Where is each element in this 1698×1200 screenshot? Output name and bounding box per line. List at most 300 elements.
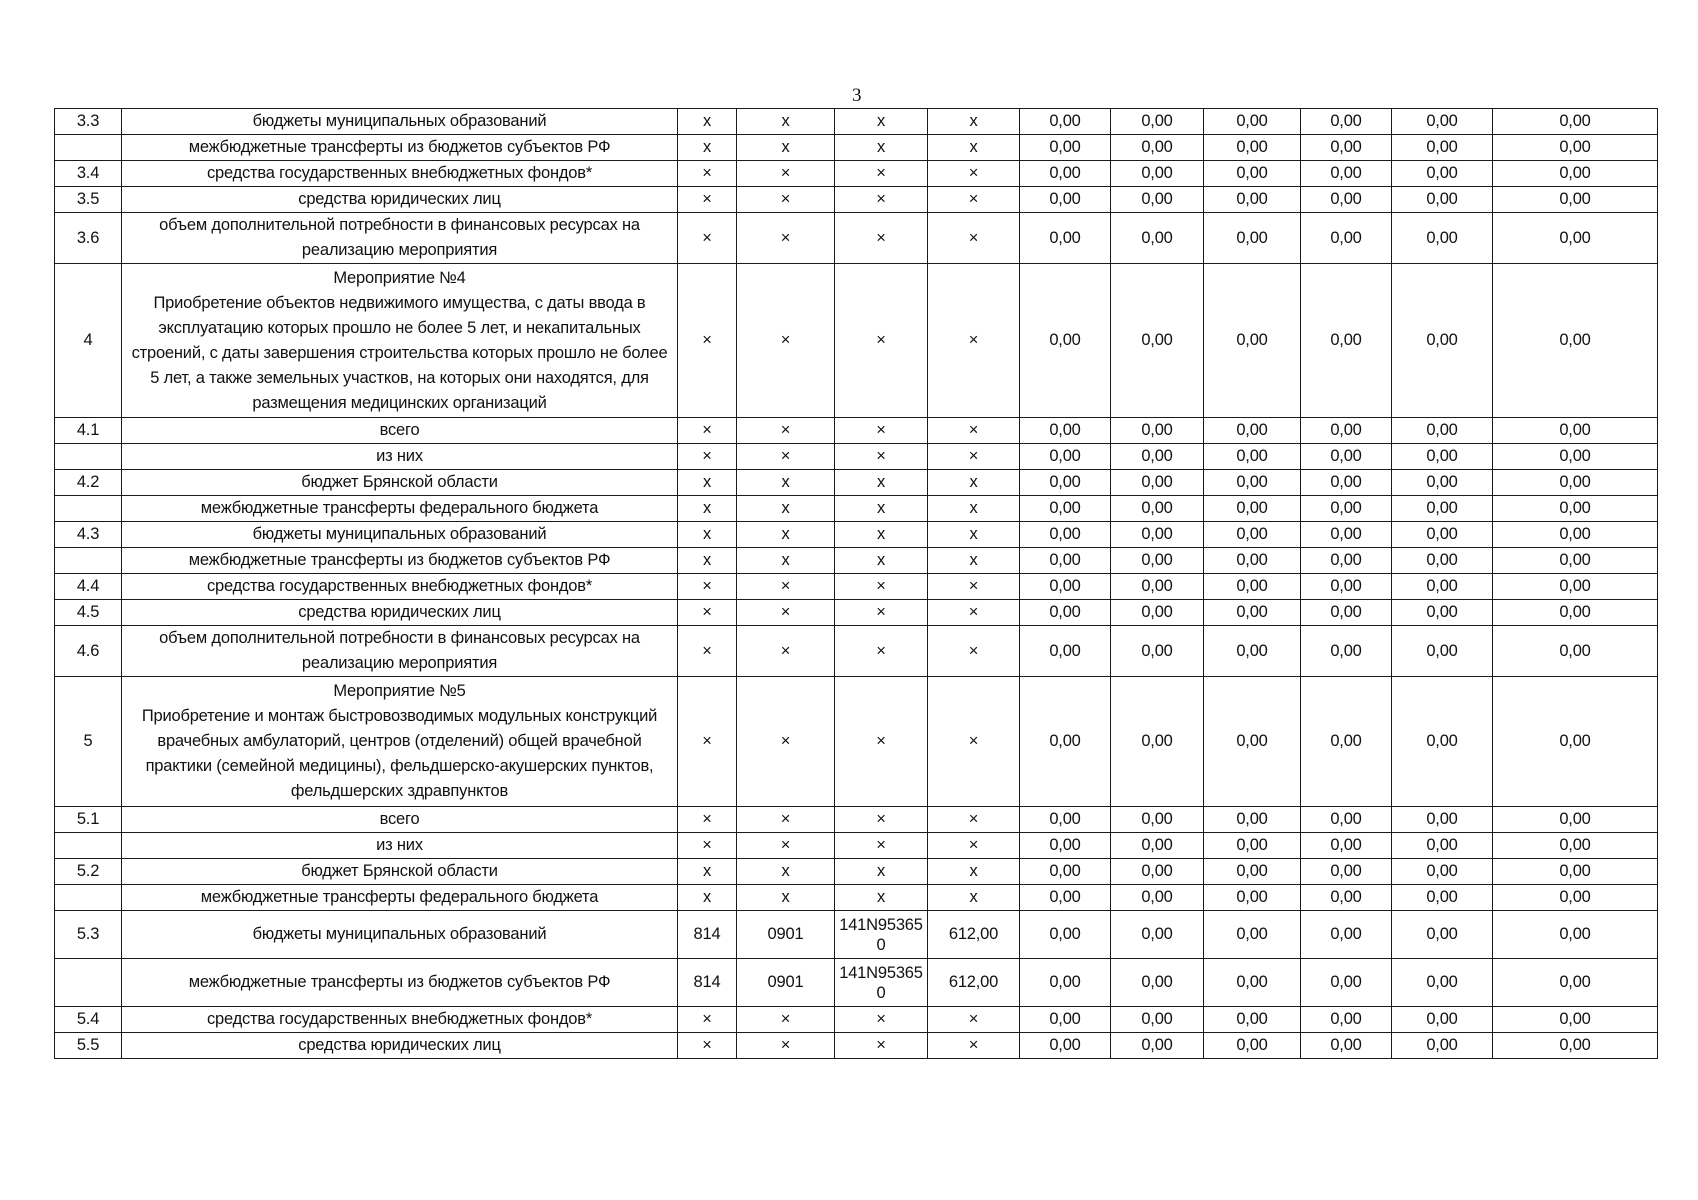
amount-total: 0,00 xyxy=(1493,574,1658,600)
row-number xyxy=(55,833,122,859)
amount-5: 0,00 xyxy=(1392,626,1493,677)
financing-table xyxy=(54,108,1658,1059)
grbs-code: x xyxy=(678,859,737,885)
grbs-code: × xyxy=(678,1033,737,1059)
table-row xyxy=(55,213,1658,264)
amount-4: 0,00 xyxy=(1301,161,1392,187)
amount-total: 0,00 xyxy=(1493,548,1658,574)
amount-5: 0,00 xyxy=(1392,496,1493,522)
amount-2: 0,00 xyxy=(1111,959,1204,1007)
amount-3: 0,00 xyxy=(1204,677,1301,807)
table-row xyxy=(55,135,1658,161)
amount-4: 0,00 xyxy=(1301,859,1392,885)
grbs-code: 814 xyxy=(678,959,737,1007)
amount-2: 0,00 xyxy=(1111,522,1204,548)
section-code: x xyxy=(737,496,835,522)
amount-1: 0,00 xyxy=(1020,522,1111,548)
row-name: бюджеты муниципальных образований xyxy=(122,911,678,959)
target-code: 141N953650 xyxy=(835,911,928,959)
amount-4: 0,00 xyxy=(1301,1033,1392,1059)
amount-5: 0,00 xyxy=(1392,522,1493,548)
target-code: × xyxy=(835,264,928,418)
amount-3: 0,00 xyxy=(1204,109,1301,135)
grbs-code: × xyxy=(678,807,737,833)
expense-type-code: × xyxy=(928,600,1020,626)
amount-4: 0,00 xyxy=(1301,470,1392,496)
grbs-code: × xyxy=(678,833,737,859)
row-number xyxy=(55,959,122,1007)
amount-2: 0,00 xyxy=(1111,626,1204,677)
expense-type-code: × xyxy=(928,213,1020,264)
target-code: x xyxy=(835,496,928,522)
amount-4: 0,00 xyxy=(1301,677,1392,807)
section-code: x xyxy=(737,885,835,911)
amount-2: 0,00 xyxy=(1111,911,1204,959)
amount-3: 0,00 xyxy=(1204,444,1301,470)
amount-1: 0,00 xyxy=(1020,574,1111,600)
table-row xyxy=(55,626,1658,677)
amount-total: 0,00 xyxy=(1493,213,1658,264)
row-number: 5.2 xyxy=(55,859,122,885)
expense-type-code: x xyxy=(928,109,1020,135)
table-row xyxy=(55,807,1658,833)
amount-4: 0,00 xyxy=(1301,496,1392,522)
amount-3: 0,00 xyxy=(1204,574,1301,600)
amount-1: 0,00 xyxy=(1020,187,1111,213)
activity-description: Приобретение и монтаж быстровозводимых модульных конструкций врачебных амбулаторий, центров (отделений) общей врачебной практики (семейной медицины), фельдшерско-акушерских пунктов, фельдшерских здравпунктов xyxy=(141,707,658,800)
expense-type-code: × xyxy=(928,626,1020,677)
page-number: 3 xyxy=(852,85,862,106)
amount-5: 0,00 xyxy=(1392,833,1493,859)
section-code: × xyxy=(737,187,835,213)
target-code: × xyxy=(835,187,928,213)
amount-3: 0,00 xyxy=(1204,1007,1301,1033)
table-row xyxy=(55,574,1658,600)
amount-3: 0,00 xyxy=(1204,522,1301,548)
target-code: x xyxy=(835,135,928,161)
row-name: из них xyxy=(122,833,678,859)
activity-cell xyxy=(122,677,678,807)
amount-total: 0,00 xyxy=(1493,522,1658,548)
amount-total: 0,00 xyxy=(1493,496,1658,522)
section-code: 0901 xyxy=(737,959,835,1007)
amount-2: 0,00 xyxy=(1111,496,1204,522)
grbs-code: × xyxy=(678,264,737,418)
section-code: 0901 xyxy=(737,911,835,959)
amount-5: 0,00 xyxy=(1392,135,1493,161)
target-code: x xyxy=(835,859,928,885)
row-number: 3.5 xyxy=(55,187,122,213)
row-name: средства юридических лиц xyxy=(122,1033,678,1059)
grbs-code: × xyxy=(678,677,737,807)
section-code: x xyxy=(737,522,835,548)
grbs-code: × xyxy=(678,418,737,444)
amount-total: 0,00 xyxy=(1493,885,1658,911)
table-row xyxy=(55,187,1658,213)
row-name: бюджет Брянской области xyxy=(122,859,678,885)
amount-5: 0,00 xyxy=(1392,444,1493,470)
grbs-code: x xyxy=(678,135,737,161)
expense-type-code: × xyxy=(928,807,1020,833)
row-number xyxy=(55,444,122,470)
amount-4: 0,00 xyxy=(1301,418,1392,444)
amount-5: 0,00 xyxy=(1392,161,1493,187)
section-code: x xyxy=(737,859,835,885)
row-number: 5.3 xyxy=(55,911,122,959)
section-code: × xyxy=(737,574,835,600)
target-code: × xyxy=(835,677,928,807)
row-name: межбюджетные трансферты из бюджетов субъектов РФ xyxy=(122,548,678,574)
amount-5: 0,00 xyxy=(1392,677,1493,807)
expense-type-code: x xyxy=(928,496,1020,522)
amount-3: 0,00 xyxy=(1204,264,1301,418)
amount-5: 0,00 xyxy=(1392,264,1493,418)
amount-3: 0,00 xyxy=(1204,470,1301,496)
amount-1: 0,00 xyxy=(1020,496,1111,522)
section-code: × xyxy=(737,807,835,833)
amount-4: 0,00 xyxy=(1301,522,1392,548)
table-row xyxy=(55,859,1658,885)
section-code: × xyxy=(737,213,835,264)
row-name: средства государственных внебюджетных фондов* xyxy=(122,161,678,187)
amount-total: 0,00 xyxy=(1493,1033,1658,1059)
grbs-code: x xyxy=(678,109,737,135)
target-code: x xyxy=(835,548,928,574)
row-name: бюджет Брянской области xyxy=(122,470,678,496)
table-row xyxy=(55,161,1658,187)
table-row xyxy=(55,548,1658,574)
amount-4: 0,00 xyxy=(1301,213,1392,264)
amount-1: 0,00 xyxy=(1020,600,1111,626)
target-code: × xyxy=(835,161,928,187)
target-code: 141N953650 xyxy=(835,959,928,1007)
target-code: x xyxy=(835,522,928,548)
amount-5: 0,00 xyxy=(1392,109,1493,135)
target-code: × xyxy=(835,626,928,677)
amount-4: 0,00 xyxy=(1301,548,1392,574)
row-name: всего xyxy=(122,418,678,444)
amount-5: 0,00 xyxy=(1392,213,1493,264)
table-row xyxy=(55,522,1658,548)
amount-5: 0,00 xyxy=(1392,548,1493,574)
amount-1: 0,00 xyxy=(1020,444,1111,470)
amount-2: 0,00 xyxy=(1111,1033,1204,1059)
amount-2: 0,00 xyxy=(1111,833,1204,859)
amount-total: 0,00 xyxy=(1493,626,1658,677)
activity-cell xyxy=(122,264,678,418)
target-code: × xyxy=(835,1033,928,1059)
target-code: × xyxy=(835,418,928,444)
amount-4: 0,00 xyxy=(1301,807,1392,833)
amount-4: 0,00 xyxy=(1301,135,1392,161)
grbs-code: 814 xyxy=(678,911,737,959)
amount-5: 0,00 xyxy=(1392,1007,1493,1033)
section-code: × xyxy=(737,626,835,677)
amount-2: 0,00 xyxy=(1111,418,1204,444)
section-code: × xyxy=(737,444,835,470)
amount-2: 0,00 xyxy=(1111,135,1204,161)
amount-total: 0,00 xyxy=(1493,444,1658,470)
amount-2: 0,00 xyxy=(1111,807,1204,833)
table-row xyxy=(55,264,1658,418)
expense-type-code: × xyxy=(928,1033,1020,1059)
expense-type-code: × xyxy=(928,574,1020,600)
amount-3: 0,00 xyxy=(1204,626,1301,677)
amount-3: 0,00 xyxy=(1204,1033,1301,1059)
grbs-code: x xyxy=(678,885,737,911)
amount-total: 0,00 xyxy=(1493,109,1658,135)
amount-total: 0,00 xyxy=(1493,187,1658,213)
row-name: межбюджетные трансферты федерального бюджета xyxy=(122,885,678,911)
amount-4: 0,00 xyxy=(1301,959,1392,1007)
row-number: 3.6 xyxy=(55,213,122,264)
amount-1: 0,00 xyxy=(1020,135,1111,161)
target-code: x xyxy=(835,470,928,496)
target-code: × xyxy=(835,574,928,600)
amount-5: 0,00 xyxy=(1392,187,1493,213)
amount-total: 0,00 xyxy=(1493,911,1658,959)
table-row xyxy=(55,1007,1658,1033)
target-code: × xyxy=(835,807,928,833)
row-name: межбюджетные трансферты федерального бюджета xyxy=(122,496,678,522)
amount-1: 0,00 xyxy=(1020,1007,1111,1033)
amount-3: 0,00 xyxy=(1204,911,1301,959)
amount-1: 0,00 xyxy=(1020,626,1111,677)
amount-3: 0,00 xyxy=(1204,496,1301,522)
amount-2: 0,00 xyxy=(1111,548,1204,574)
table-row xyxy=(55,885,1658,911)
activity-title: Мероприятие №5 xyxy=(333,682,466,700)
expense-type-code: x xyxy=(928,135,1020,161)
grbs-code: x xyxy=(678,470,737,496)
section-code: × xyxy=(737,600,835,626)
grbs-code: x xyxy=(678,548,737,574)
amount-2: 0,00 xyxy=(1111,470,1204,496)
amount-4: 0,00 xyxy=(1301,264,1392,418)
amount-1: 0,00 xyxy=(1020,470,1111,496)
row-number xyxy=(55,496,122,522)
target-code: × xyxy=(835,444,928,470)
amount-5: 0,00 xyxy=(1392,911,1493,959)
amount-2: 0,00 xyxy=(1111,600,1204,626)
amount-3: 0,00 xyxy=(1204,187,1301,213)
amount-1: 0,00 xyxy=(1020,161,1111,187)
amount-1: 0,00 xyxy=(1020,885,1111,911)
amount-4: 0,00 xyxy=(1301,109,1392,135)
row-number: 3.4 xyxy=(55,161,122,187)
row-name: всего xyxy=(122,807,678,833)
amount-4: 0,00 xyxy=(1301,187,1392,213)
target-code: × xyxy=(835,213,928,264)
amount-4: 0,00 xyxy=(1301,833,1392,859)
row-number: 4.3 xyxy=(55,522,122,548)
amount-2: 0,00 xyxy=(1111,161,1204,187)
amount-total: 0,00 xyxy=(1493,807,1658,833)
target-code: × xyxy=(835,600,928,626)
grbs-code: × xyxy=(678,213,737,264)
table-row xyxy=(55,600,1658,626)
table-row xyxy=(55,959,1658,1007)
amount-3: 0,00 xyxy=(1204,161,1301,187)
amount-4: 0,00 xyxy=(1301,600,1392,626)
amount-2: 0,00 xyxy=(1111,677,1204,807)
grbs-code: x xyxy=(678,522,737,548)
amount-total: 0,00 xyxy=(1493,161,1658,187)
amount-1: 0,00 xyxy=(1020,911,1111,959)
section-code: x xyxy=(737,470,835,496)
amount-3: 0,00 xyxy=(1204,600,1301,626)
row-name: объем дополнительной потребности в финансовых ресурсах на реализацию мероприятия xyxy=(122,626,678,677)
section-code: x xyxy=(737,109,835,135)
amount-1: 0,00 xyxy=(1020,859,1111,885)
expense-type-code: x xyxy=(928,548,1020,574)
amount-2: 0,00 xyxy=(1111,187,1204,213)
amount-1: 0,00 xyxy=(1020,677,1111,807)
amount-1: 0,00 xyxy=(1020,959,1111,1007)
amount-1: 0,00 xyxy=(1020,548,1111,574)
amount-2: 0,00 xyxy=(1111,264,1204,418)
expense-type-code: × xyxy=(928,1007,1020,1033)
amount-3: 0,00 xyxy=(1204,833,1301,859)
table-row xyxy=(55,444,1658,470)
grbs-code: × xyxy=(678,600,737,626)
amount-2: 0,00 xyxy=(1111,213,1204,264)
row-name: средства государственных внебюджетных фондов* xyxy=(122,1007,678,1033)
table-row xyxy=(55,1033,1658,1059)
amount-total: 0,00 xyxy=(1493,418,1658,444)
expense-type-code: x xyxy=(928,522,1020,548)
amount-5: 0,00 xyxy=(1392,418,1493,444)
row-name: средства юридических лиц xyxy=(122,187,678,213)
row-number xyxy=(55,885,122,911)
amount-2: 0,00 xyxy=(1111,859,1204,885)
amount-total: 0,00 xyxy=(1493,600,1658,626)
row-number: 5.4 xyxy=(55,1007,122,1033)
row-number: 5.1 xyxy=(55,807,122,833)
expense-type-code: × xyxy=(928,161,1020,187)
amount-4: 0,00 xyxy=(1301,1007,1392,1033)
amount-5: 0,00 xyxy=(1392,574,1493,600)
amount-2: 0,00 xyxy=(1111,109,1204,135)
expense-type-code: × xyxy=(928,833,1020,859)
amount-5: 0,00 xyxy=(1392,807,1493,833)
target-code: × xyxy=(835,1007,928,1033)
amount-3: 0,00 xyxy=(1204,418,1301,444)
section-code: × xyxy=(737,418,835,444)
row-number: 3.3 xyxy=(55,109,122,135)
row-number: 4.4 xyxy=(55,574,122,600)
amount-3: 0,00 xyxy=(1204,959,1301,1007)
amount-3: 0,00 xyxy=(1204,807,1301,833)
table-row xyxy=(55,833,1658,859)
amount-1: 0,00 xyxy=(1020,109,1111,135)
amount-total: 0,00 xyxy=(1493,135,1658,161)
amount-5: 0,00 xyxy=(1392,859,1493,885)
amount-total: 0,00 xyxy=(1493,833,1658,859)
amount-total: 0,00 xyxy=(1493,859,1658,885)
amount-5: 0,00 xyxy=(1392,959,1493,1007)
section-code: × xyxy=(737,264,835,418)
grbs-code: × xyxy=(678,187,737,213)
row-number xyxy=(55,135,122,161)
section-code: × xyxy=(737,677,835,807)
row-number: 4.1 xyxy=(55,418,122,444)
amount-3: 0,00 xyxy=(1204,885,1301,911)
amount-1: 0,00 xyxy=(1020,833,1111,859)
section-code: × xyxy=(737,833,835,859)
grbs-code: × xyxy=(678,161,737,187)
amount-1: 0,00 xyxy=(1020,264,1111,418)
amount-total: 0,00 xyxy=(1493,470,1658,496)
table-row xyxy=(55,470,1658,496)
section-code: x xyxy=(737,548,835,574)
expense-type-code: × xyxy=(928,677,1020,807)
expense-type-code: x xyxy=(928,885,1020,911)
amount-5: 0,00 xyxy=(1392,1033,1493,1059)
amount-4: 0,00 xyxy=(1301,574,1392,600)
expense-type-code: × xyxy=(928,187,1020,213)
amount-1: 0,00 xyxy=(1020,418,1111,444)
expense-type-code: x xyxy=(928,470,1020,496)
expense-type-code: 612,00 xyxy=(928,959,1020,1007)
row-name: межбюджетные трансферты из бюджетов субъектов РФ xyxy=(122,135,678,161)
row-number: 4 xyxy=(55,264,122,418)
amount-2: 0,00 xyxy=(1111,574,1204,600)
amount-total: 0,00 xyxy=(1493,677,1658,807)
amount-5: 0,00 xyxy=(1392,470,1493,496)
amount-total: 0,00 xyxy=(1493,264,1658,418)
row-number xyxy=(55,548,122,574)
amount-3: 0,00 xyxy=(1204,548,1301,574)
section-code: × xyxy=(737,161,835,187)
row-name: средства юридических лиц xyxy=(122,600,678,626)
amount-total: 0,00 xyxy=(1493,959,1658,1007)
amount-1: 0,00 xyxy=(1020,213,1111,264)
row-name: средства государственных внебюджетных фондов* xyxy=(122,574,678,600)
row-name: из них xyxy=(122,444,678,470)
row-number: 4.6 xyxy=(55,626,122,677)
section-code: × xyxy=(737,1007,835,1033)
table-row xyxy=(55,496,1658,522)
row-name: бюджеты муниципальных образований xyxy=(122,109,678,135)
target-code: x xyxy=(835,885,928,911)
expense-type-code: 612,00 xyxy=(928,911,1020,959)
expense-type-code: × xyxy=(928,444,1020,470)
amount-2: 0,00 xyxy=(1111,444,1204,470)
section-code: x xyxy=(737,135,835,161)
expense-type-code: × xyxy=(928,418,1020,444)
activity-description: Приобретение объектов недвижимого имущества, с даты ввода в эксплуатацию которых прошло не более 5 лет, и некапитальных строений, с даты завершения строительства которых прошло не более 5 лет, а также земельных участков, на которых они находятся, для размещения медицинских организаций xyxy=(131,293,668,412)
row-number: 4.2 xyxy=(55,470,122,496)
table-row xyxy=(55,677,1658,807)
grbs-code: × xyxy=(678,626,737,677)
amount-5: 0,00 xyxy=(1392,600,1493,626)
section-code: × xyxy=(737,1033,835,1059)
amount-3: 0,00 xyxy=(1204,213,1301,264)
grbs-code: × xyxy=(678,574,737,600)
amount-1: 0,00 xyxy=(1020,807,1111,833)
row-number: 4.5 xyxy=(55,600,122,626)
table-row xyxy=(55,418,1658,444)
target-code: × xyxy=(835,833,928,859)
amount-4: 0,00 xyxy=(1301,444,1392,470)
row-name: бюджеты муниципальных образований xyxy=(122,522,678,548)
amount-2: 0,00 xyxy=(1111,1007,1204,1033)
amount-3: 0,00 xyxy=(1204,135,1301,161)
activity-title: Мероприятие №4 xyxy=(333,268,466,287)
expense-type-code: x xyxy=(928,859,1020,885)
amount-5: 0,00 xyxy=(1392,885,1493,911)
